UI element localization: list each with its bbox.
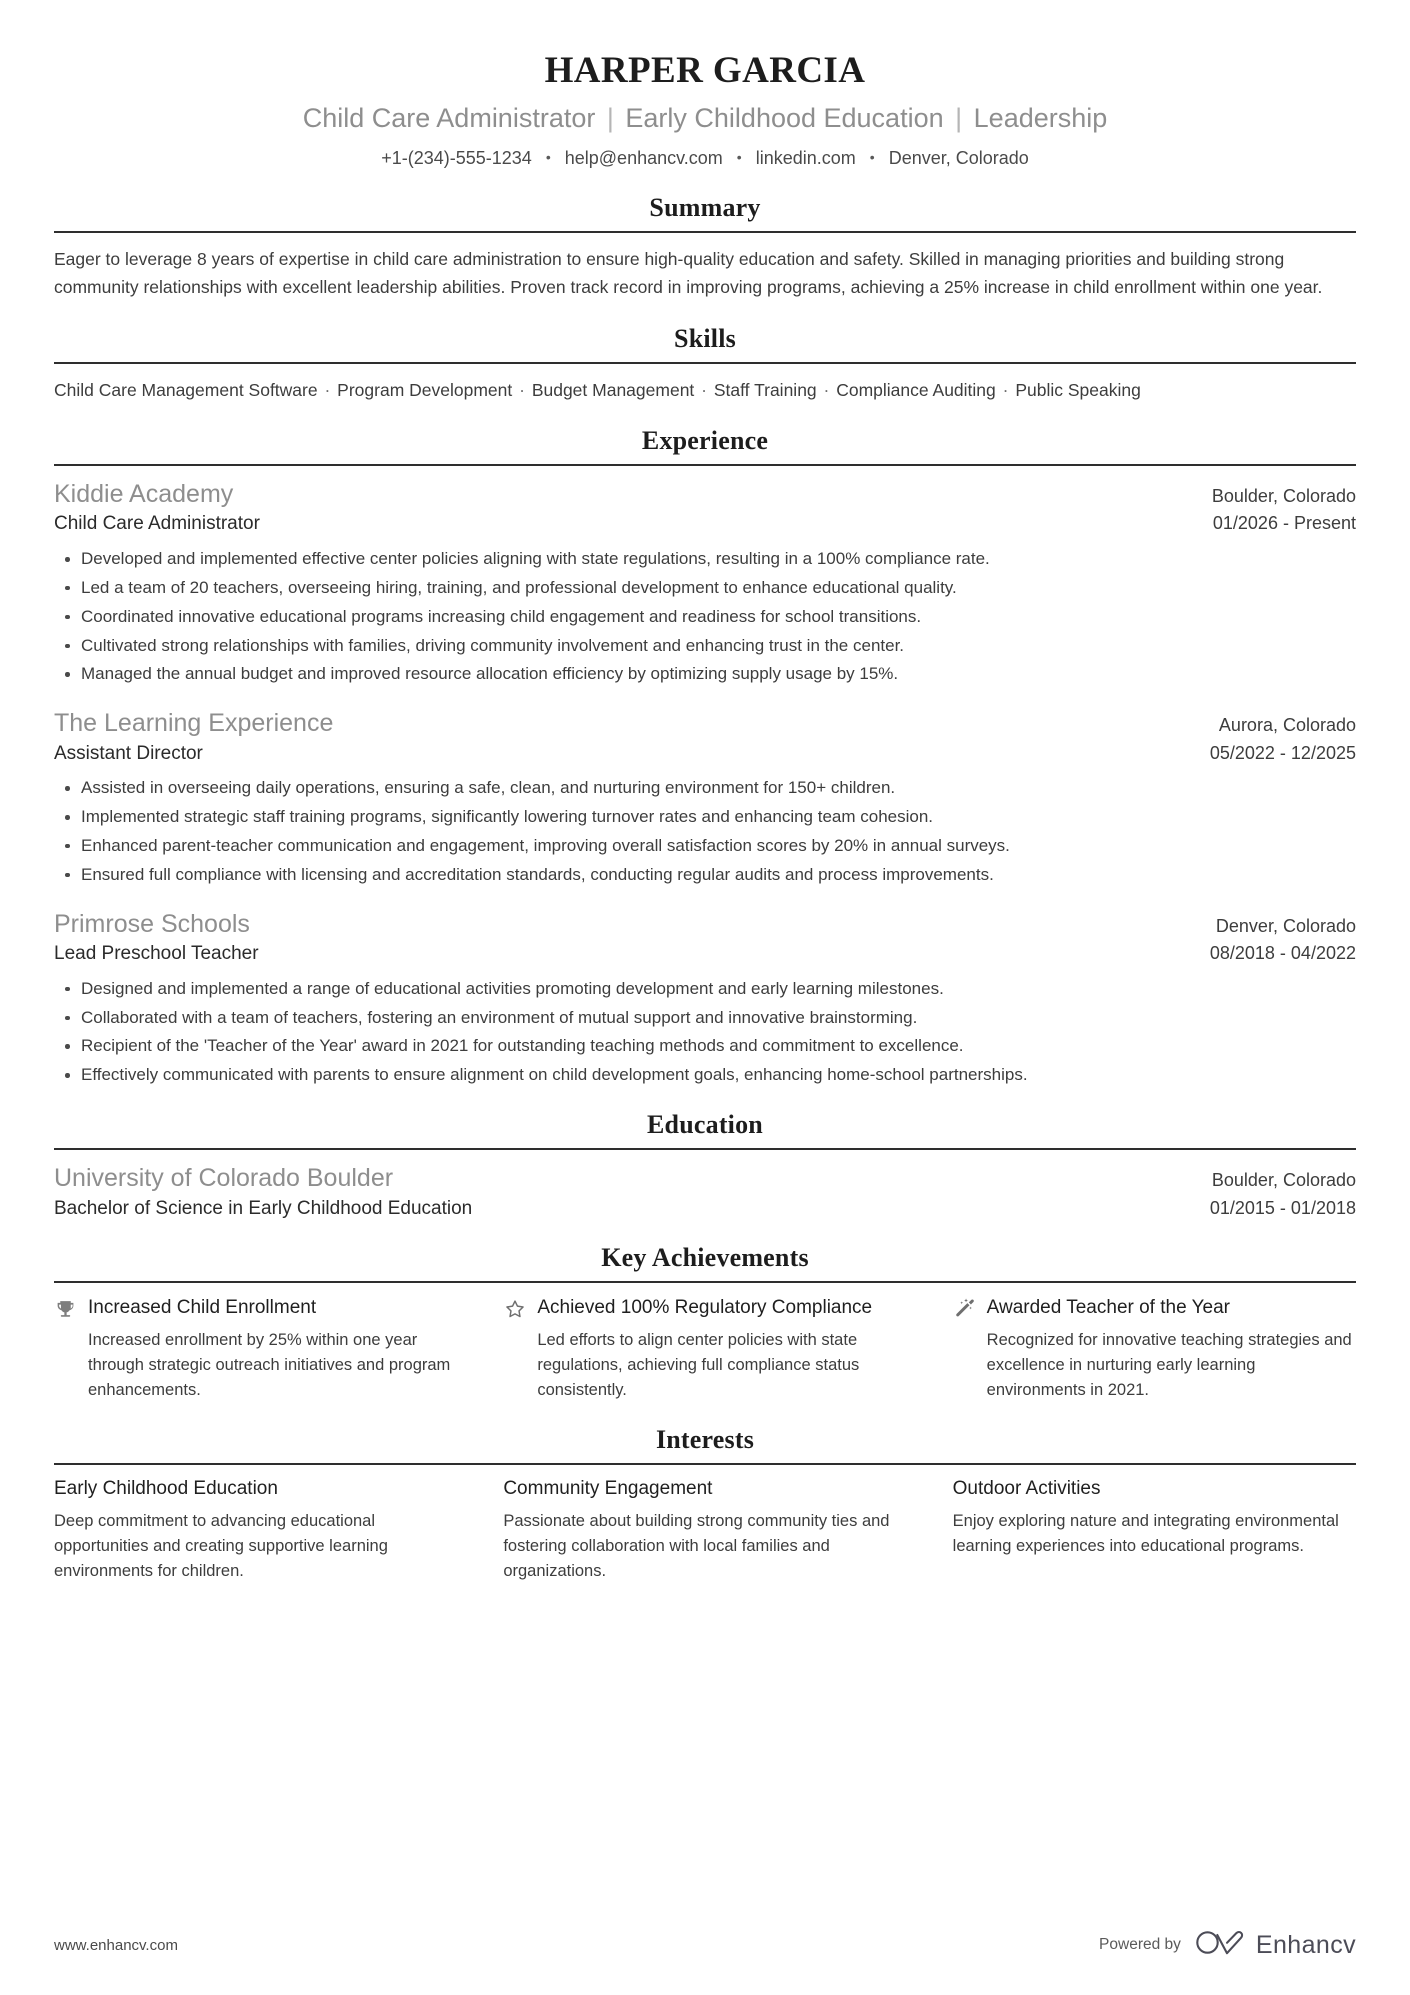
job-title: Lead Preschool Teacher <box>54 943 259 965</box>
enhancv-brand <box>1195 1929 1356 1961</box>
education-entries <box>54 1150 1356 1221</box>
responsibility-item: Cultivated strong relationships with families, driving community involvement and enhancing trust in the center. <box>54 633 1356 659</box>
responsibility-item: Led a team of 20 teachers, overseeing hiring, training, and professional development to enhance educational quality. <box>54 575 1356 601</box>
responsibility-item: Assisted in overseeing daily operations, ensuring a safe, clean, and nurturing environment for 150+ children. <box>54 775 1356 801</box>
employer-location: Boulder, Colorado <box>1211 485 1356 506</box>
interest-description: Enjoy exploring nature and integrating environmental learning experiences into educational programs. <box>952 1512 1339 1555</box>
employment-dates: 01/2026 - Present <box>1212 513 1356 534</box>
education-dates: 01/2015 - 01/2018 <box>1209 1197 1356 1218</box>
section-education <box>54 1110 1356 1221</box>
powered-by-block <box>1099 1929 1356 1961</box>
employer-name: The Learning Experience <box>54 709 334 738</box>
school-name: University of Colorado Boulder <box>54 1164 394 1193</box>
responsibility-item: Recipient of the 'Teacher of the Year' award in 2021 for outstanding teaching methods and commitment to excellence. <box>54 1033 1356 1059</box>
skill-item: Compliance Auditing <box>836 379 996 400</box>
skill-item: Child Care Management Software <box>54 379 318 400</box>
achievement-columns <box>54 1295 1356 1402</box>
skills-list <box>54 376 1356 404</box>
contact-location: Denver, Colorado <box>888 147 1029 168</box>
achievement-description: Increased enrollment by 25% within one year through strategic outreach initiatives and program enhancements. <box>88 1331 451 1399</box>
headline-separator-1: | <box>606 103 614 134</box>
achievement-item <box>953 1295 1356 1402</box>
employment-dates: 05/2022 - 12/2025 <box>1209 742 1356 763</box>
section-title-education: Education <box>647 1110 763 1140</box>
school-location: Boulder, Colorado <box>1211 1170 1356 1191</box>
responsibility-item: Collaborated with a team of teachers, fostering an environment of mutual support and innovative brainstorming. <box>54 1005 1356 1031</box>
headline-part-2: Early Childhood Education <box>625 103 944 134</box>
achievement-header <box>54 1295 457 1320</box>
interest-title: Early Childhood Education <box>54 1477 278 1499</box>
section-title-key-achievements: Key Achievements <box>601 1243 809 1273</box>
responsibility-item: Designed and implemented a range of educational activities promoting development and early learning milestones. <box>54 976 1356 1002</box>
job-title: Assistant Director <box>54 742 203 764</box>
achievement-description: Recognized for innovative teaching strategies and excellence in nurturing early learning environments in 2021. <box>986 1331 1352 1399</box>
section-key-achievements <box>54 1243 1356 1402</box>
education-entry-subheader <box>54 1196 1356 1222</box>
interest-description: Deep commitment to advancing educational opportunities and creating supportive learning environments for children. <box>54 1512 388 1580</box>
contact-line <box>54 146 1356 171</box>
section-skills <box>54 324 1356 404</box>
employer-location: Aurora, Colorado <box>1218 715 1356 736</box>
experience-entries <box>54 466 1356 1088</box>
interest-item <box>54 1477 457 1584</box>
contact-phone: +1-(234)-555-1234 <box>381 147 532 168</box>
responsibility-item: Developed and implemented effective center policies aligning with state regulations, resulting in a 100% compliance rate. <box>54 546 1356 572</box>
experience-entry-header <box>54 707 1356 740</box>
achievement-item <box>54 1295 457 1402</box>
headline-part-3: Leadership <box>973 103 1108 134</box>
interest-item <box>503 1477 906 1584</box>
experience-entry-subheader <box>54 741 1356 767</box>
experience-entry-header <box>54 478 1356 511</box>
responsibility-item: Ensured full compliance with licensing and accreditation standards, conducting regular audits and process improvements. <box>54 862 1356 888</box>
section-title-experience: Experience <box>641 425 769 455</box>
achievement-header <box>953 1295 1356 1320</box>
skill-separator: · <box>997 379 1014 400</box>
contact-separator-dot: • <box>736 148 742 165</box>
experience-entry-header <box>54 908 1356 941</box>
employment-dates: 08/2018 - 04/2022 <box>1209 943 1356 964</box>
section-summary <box>54 193 1356 302</box>
responsibility-item: Implemented strategic staff training programs, significantly lowering turnover rates and enhancing team cohesion. <box>54 804 1356 830</box>
interest-columns <box>54 1477 1356 1584</box>
enhancv-logo-icon <box>1195 1929 1247 1961</box>
responsibility-list <box>54 546 1356 687</box>
responsibility-item: Coordinated innovative educational programs increasing child engagement and readiness for school transitions. <box>54 604 1356 630</box>
education-entry <box>54 1162 1356 1221</box>
contact-linkedin[interactable]: linkedin.com <box>755 147 856 168</box>
employer-name: Primrose Schools <box>54 909 250 938</box>
section-title-skills: Skills <box>674 323 736 353</box>
skill-separator: · <box>818 379 835 400</box>
interest-title: Outdoor Activities <box>952 1477 1101 1499</box>
magic-wand-icon <box>953 1295 976 1320</box>
interest-title: Community Engagement <box>503 1477 713 1499</box>
experience-entry <box>54 707 1356 887</box>
education-entry-header <box>54 1162 1356 1195</box>
powered-by-label: Powered by <box>1099 1936 1181 1953</box>
experience-entry <box>54 478 1356 687</box>
skill-item: Public Speaking <box>1015 379 1141 400</box>
candidate-name: HARPER GARCIA <box>544 50 866 91</box>
achievement-description: Led efforts to align center policies with state regulations, achieving full compliance status consistently. <box>537 1331 860 1399</box>
section-title-summary: Summary <box>649 192 761 222</box>
achievement-title: Increased Child Enrollment <box>88 1297 317 1319</box>
enhancv-brand-name: Enhancv <box>1255 1930 1356 1959</box>
experience-entry-subheader <box>54 511 1356 537</box>
summary-text: Eager to leverage 8 years of expertise in child care administration to ensure high-quality education and safety. Skilled in managing priorities and building strong community relationships with excellent leadership abilities. Proven track record in improving programs, achieving a 25% increase in child enrollment within one year. <box>54 248 1323 298</box>
footer-website-url[interactable]: www.enhancv.com <box>54 1936 178 1954</box>
contact-email[interactable]: help@enhancv.com <box>564 147 723 168</box>
contact-separator-dot: • <box>869 148 875 165</box>
achievement-header <box>503 1295 906 1320</box>
employer-location: Denver, Colorado <box>1215 915 1356 936</box>
responsibility-list <box>54 976 1356 1088</box>
section-interests <box>54 1425 1356 1584</box>
skill-item: Program Development <box>337 379 513 400</box>
skill-separator: · <box>696 379 712 400</box>
interest-item <box>953 1477 1356 1559</box>
skill-item: Staff Training <box>713 379 817 400</box>
page-footer <box>54 1929 1356 1961</box>
achievement-title: Achieved 100% Regulatory Compliance <box>537 1297 873 1319</box>
responsibility-item: Enhanced parent-teacher communication and engagement, improving overall satisfaction scores by 20% in annual surveys. <box>54 833 1356 859</box>
achievement-title: Awarded Teacher of the Year <box>986 1297 1230 1319</box>
headline-part-1: Child Care Administrator <box>302 103 596 134</box>
candidate-headline <box>54 100 1356 136</box>
degree-name: Bachelor of Science in Early Childhood Education <box>54 1197 473 1219</box>
responsibility-item: Managed the annual budget and improved resource allocation efficiency by optimizing supply usage by 15%. <box>54 661 1356 687</box>
skill-separator: · <box>514 379 530 400</box>
employer-name: Kiddie Academy <box>54 479 234 508</box>
star-icon <box>503 1295 526 1320</box>
experience-entry <box>54 908 1356 1088</box>
section-experience <box>54 426 1356 1088</box>
skill-item: Budget Management <box>531 379 695 400</box>
experience-entry-subheader <box>54 941 1356 967</box>
resume-header <box>54 40 1356 171</box>
responsibility-list <box>54 775 1356 887</box>
contact-separator-dot: • <box>545 148 551 165</box>
section-title-interests: Interests <box>655 1424 755 1454</box>
trophy-icon <box>54 1295 77 1320</box>
job-title: Child Care Administrator <box>54 513 260 535</box>
responsibility-item: Effectively communicated with parents to ensure alignment on child development goals, enhancing home-school partnerships. <box>54 1062 1356 1088</box>
interest-description: Passionate about building strong community ties and fostering collaboration with local families and organizations. <box>503 1512 890 1580</box>
skill-separator: · <box>319 379 336 400</box>
headline-separator-2: | <box>955 103 963 134</box>
achievement-item <box>503 1295 906 1402</box>
